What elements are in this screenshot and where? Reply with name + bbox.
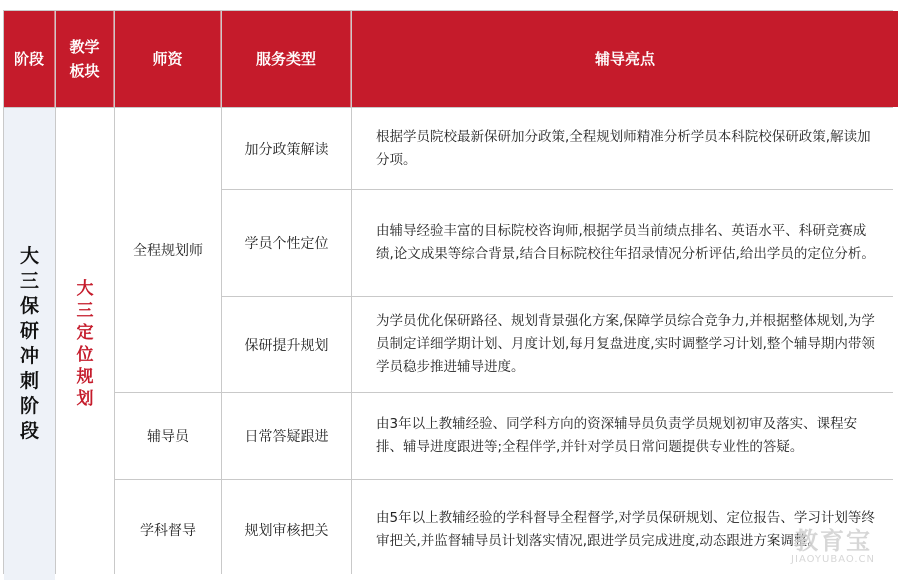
watermark-logo <box>791 521 875 565</box>
service-type-cell: 规划审核把关 <box>222 480 351 580</box>
service-table <box>3 10 893 574</box>
watermark-cn: 教育宝 <box>794 527 873 555</box>
module-label: 大 三 定 位 规 划 <box>56 108 114 580</box>
watermark-en: JIAOYUBAO.CN <box>791 554 875 565</box>
service-type-cell: 保研提升规划 <box>222 297 351 392</box>
highlight-cell: 根据学员院校最新保研加分政策,全程规划师精准分析学员本科院校保研政策,解读加分项。 <box>352 108 898 189</box>
teacher-supervisor: 学科督导 <box>115 480 221 580</box>
header-teacher: 师资 <box>115 11 221 107</box>
highlight-cell: 由5年以上教辅经验的学科督导全程督学,对学员保研规划、定位报告、学习计划等终审把关,并监督辅导员计划落实情况,跟进学员完成进度,动态跟进方案调整。 <box>352 480 898 580</box>
highlight-cell: 为学员优化保研路径、规划背景强化方案,保障学员综合竞争力,并根据整体规划,为学员制定详细学期计划、月度计划,每月复盘进度,实时调整学习计划,整个辅导期内带领学员稳步推进辅导进度。 <box>352 297 898 392</box>
header-stage: 阶段 <box>4 11 55 107</box>
stage-label: 大 三 保 研 冲 刺 阶 段 <box>4 108 55 580</box>
service-type-cell: 学员个性定位 <box>222 190 351 296</box>
header-highlights: 辅导亮点 <box>352 11 898 107</box>
service-type-cell: 加分政策解读 <box>222 108 351 189</box>
header-module: 教学 板块 <box>56 11 114 107</box>
teacher-planner: 全程规划师 <box>115 108 221 392</box>
highlight-cell: 由辅导经验丰富的目标院校咨询师,根据学员当前绩点排名、英语水平、科研竞赛成绩,论文成果等综合背景,结合目标院校往年招录情况分析评估,给出学员的定位分析。 <box>352 190 898 296</box>
teacher-tutor: 辅导员 <box>115 393 221 479</box>
service-type-cell: 日常答疑跟进 <box>222 393 351 479</box>
highlight-cell: 由3年以上教辅经验、同学科方向的资深辅导员负责学员规划初审及落实、课程安排、辅导进度跟进等;全程伴学,并针对学员日常问题提供专业性的答疑。 <box>352 393 898 479</box>
header-service-type: 服务类型 <box>222 11 351 107</box>
